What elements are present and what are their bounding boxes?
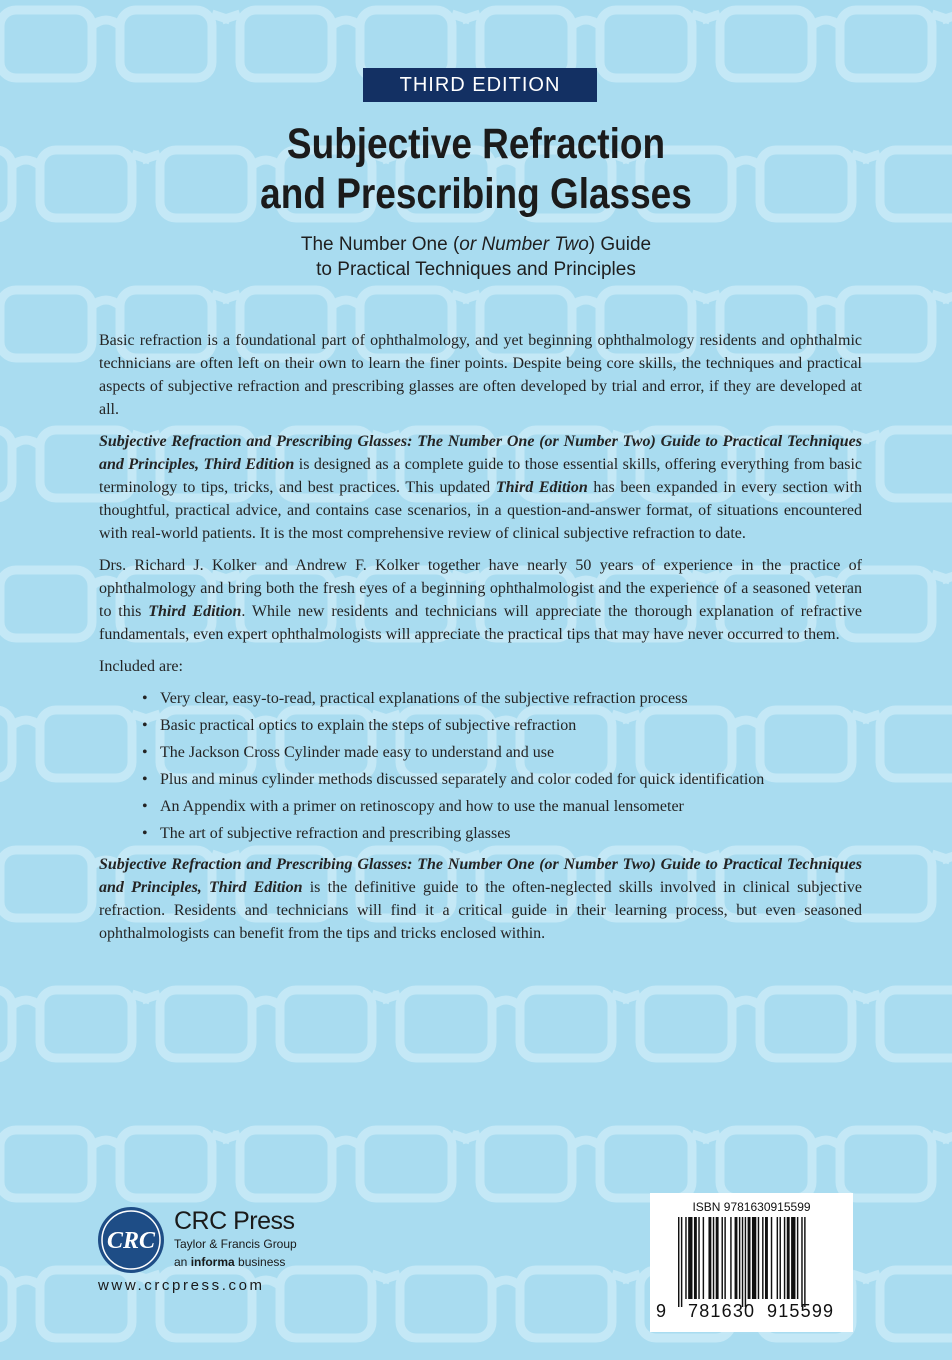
barcode-bar xyxy=(685,1217,686,1299)
included-label: Included are: xyxy=(99,658,183,675)
glasses-motif xyxy=(852,430,952,498)
barcode-bar xyxy=(724,1217,725,1299)
glasses-motif xyxy=(372,1270,640,1338)
barcode-bar xyxy=(716,1217,719,1299)
barcode-bar xyxy=(722,1217,723,1299)
list-item-text: Very clear, easy-to-read, practical explanations of the subjective refraction process xyxy=(160,690,688,707)
barcode-bar xyxy=(784,1217,785,1299)
subtitle-post: ) Guide xyxy=(588,234,652,255)
barcode-bar xyxy=(678,1217,679,1307)
barcode-bar xyxy=(771,1217,772,1299)
glasses-motif xyxy=(132,990,400,1058)
publisher-block xyxy=(96,1205,356,1305)
barcode-bar xyxy=(765,1217,768,1299)
barcode-bar xyxy=(742,1217,743,1307)
barcode-bar xyxy=(745,1217,746,1307)
subtitle-pre: The Number One ( xyxy=(300,234,460,255)
glasses-motif xyxy=(852,1270,952,1338)
barcode-bar xyxy=(804,1217,805,1307)
isbn-digit-first: 9 xyxy=(656,1301,668,1321)
isbn-digits-right: 915599 xyxy=(767,1301,835,1321)
glasses-motif xyxy=(852,990,952,1058)
glasses-motif xyxy=(612,990,880,1058)
glasses-motif xyxy=(452,1130,720,1198)
bullet: • xyxy=(142,690,148,707)
book-full-title-2: Subjective Refraction and Prescribing Glasses: The Number One (or Number Two) Guide to Practical Techniques and Principles, Third Edition xyxy=(99,856,862,896)
barcode-bar xyxy=(688,1217,692,1299)
description-paragraph-3 xyxy=(99,554,862,646)
barcode-bars xyxy=(678,1217,846,1307)
glasses-motif xyxy=(692,1130,952,1198)
barcode-bar xyxy=(748,1217,751,1299)
book-title-line-2 xyxy=(67,170,886,219)
barcode-bar xyxy=(703,1217,704,1299)
crc-logo xyxy=(96,1205,166,1275)
isbn-barcode-box xyxy=(650,1193,853,1332)
barcode-bar xyxy=(801,1217,802,1307)
list-item-text: The Jackson Cross Cylinder made easy to understand and use xyxy=(160,744,555,761)
barcode-bar xyxy=(698,1217,699,1299)
barcode-bar xyxy=(739,1217,740,1299)
book-title-line-1: Subjective Refraction xyxy=(286,120,666,168)
barcode-bar xyxy=(797,1217,798,1299)
subtitle-italic: or Number Two xyxy=(459,234,589,255)
glasses-motif xyxy=(692,10,952,78)
barcode-bar xyxy=(791,1217,795,1299)
para2-text-a: is designed as a complete guide to those essential skills, offering everything from basic terminology to tips, tricks, and best practices. This updated xyxy=(99,456,863,496)
barcode-bar xyxy=(730,1217,731,1299)
title-line-2-plain: and xyxy=(260,170,337,218)
edition-badge: THIRD EDITION xyxy=(363,68,597,102)
barcode-bar xyxy=(752,1217,756,1299)
bullet: • xyxy=(142,771,148,788)
glasses-motif xyxy=(372,990,640,1058)
barcode-bar xyxy=(758,1217,759,1299)
bullet: • xyxy=(142,825,148,842)
bullet: • xyxy=(142,798,148,815)
list-item-text: Basic practical optics to explain the steps of subjective refraction xyxy=(160,717,577,734)
glasses-motif xyxy=(212,1130,480,1198)
list-item xyxy=(142,768,862,791)
glasses-motif xyxy=(0,10,240,78)
publisher-url[interactable]: www.crcpress.com xyxy=(98,1277,265,1294)
bullet: • xyxy=(142,717,148,734)
list-item-text: The art of subjective refraction and prescribing glasses xyxy=(160,825,511,842)
barcode-bar xyxy=(780,1217,781,1299)
glasses-motif xyxy=(0,1130,240,1198)
para5-text: is the definitive guide to the often-neglected skills involved in clinical subjective refraction. Residents and technicians will find it a critical guide in their learning process, but even seasoned ophthalmologists can benefit from the tips and tricks enclosed within. xyxy=(99,879,862,942)
bullet: • xyxy=(142,744,148,761)
list-item-text: Plus and minus cylinder methods discussed separately and color coded for quick identification xyxy=(160,771,765,788)
third-edition-emphasis: Third Edition xyxy=(495,479,588,496)
list-item xyxy=(142,714,862,737)
list-item xyxy=(142,795,862,818)
publisher-group: Taylor & Francis Group xyxy=(174,1237,297,1251)
glasses-motif xyxy=(0,990,160,1058)
barcode-bar xyxy=(713,1217,714,1299)
list-item-text: An Appendix with a primer on retinoscopy and how to use the manual lensometer xyxy=(160,798,684,815)
barcode-bar xyxy=(777,1217,778,1299)
publisher-informa-line xyxy=(174,1255,285,1269)
para3-text-a: Drs. Richard J. Kolker and Andrew F. Kolker together have nearly 50 years of experience in the practice of ophthalmology and bring both the fresh eyes of a beginning ophthalmologist and the experience of a seasoned veteran to this xyxy=(99,557,862,620)
subtitle-line-2: to Practical Techniques and Principles xyxy=(316,259,636,280)
crc-logo-text: CRC xyxy=(106,1228,156,1254)
isbn-digits-left: 781630 xyxy=(688,1301,756,1321)
included-list xyxy=(99,687,862,845)
list-item xyxy=(142,687,862,710)
isbn-label: ISBN 9781630915599 xyxy=(692,1200,811,1214)
barcode-bar xyxy=(708,1217,711,1299)
back-cover-description xyxy=(99,329,862,954)
title-line-2-bold: Prescribing Glasses xyxy=(336,170,692,218)
third-edition-emphasis-2: Third Edition xyxy=(148,603,242,620)
glasses-motif xyxy=(852,710,952,778)
barcode-bar xyxy=(735,1217,738,1299)
subtitle-line-1 xyxy=(0,232,952,257)
list-item xyxy=(142,822,862,845)
informa-post: business xyxy=(234,1255,286,1269)
para3-text-b: . While new residents and technicians will appreciate the thorough explanation of refractive fundamentals, even expert ophthalmologists will appreciate the practical tips that may have never occurred to them. xyxy=(99,603,863,643)
barcode-bar xyxy=(681,1217,682,1307)
description-paragraph-5 xyxy=(99,853,862,945)
list-item xyxy=(142,741,862,764)
informa-pre: an xyxy=(174,1255,191,1269)
book-full-title: Subjective Refraction and Prescribing Glasses: The Number One (or Number Two) Guide to Practical Techniques and Principles, Third Edition xyxy=(99,433,862,473)
description-paragraph-1: Basic refraction is a foundational part of ophthalmology, and yet beginning ophthalmology residents and ophthalmic technicians are often left on their own to learn the finer points. Despite being core skills, the techniques and practical aspects of subjective refraction and prescribing glasses are often developed by trial and error, if they are developed at all. xyxy=(99,332,862,418)
publisher-name: CRC Press xyxy=(174,1207,295,1235)
para2-text-b: has been expanded in every section with thoughtful, practical advice, and contains case scenarios, in a question-and-answer format, of situations encountered with real-world patients. It is the most comprehensive review of clinical subjective refraction to date. xyxy=(99,479,863,542)
barcode-bar xyxy=(694,1217,697,1299)
barcode-bar xyxy=(787,1217,790,1299)
informa-bold: informa xyxy=(190,1255,235,1269)
description-paragraph-2 xyxy=(99,430,862,545)
barcode-bar xyxy=(762,1217,763,1299)
